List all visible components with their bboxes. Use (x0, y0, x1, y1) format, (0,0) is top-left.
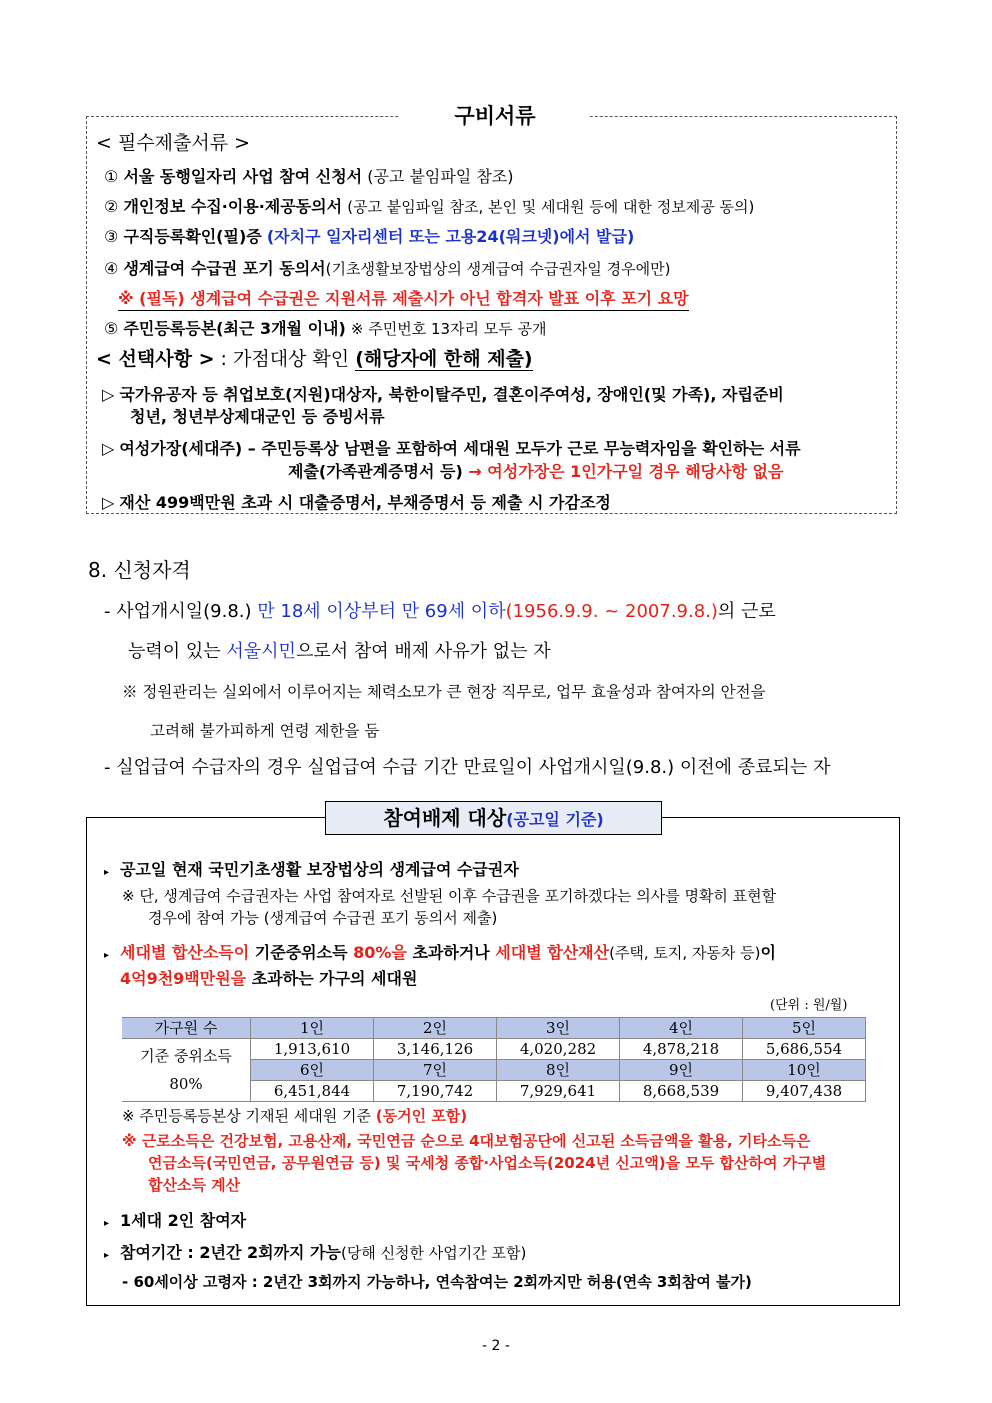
table-row: 6,451,844 7,190,742 7,929,641 8,668,539 9,407,438 (122, 1081, 866, 1102)
income-note: ※ 근로소득은 건강보험, 고용산재, 국민연금 순으로 4대보험공단에 신고된 소득금액을 활용, 기타소득은 (122, 1132, 811, 1150)
triangle-icon: ▷ (102, 439, 115, 458)
optional-head: < 선택사항 > : 가점대상 확인 (해당자에 한해 제출) (96, 348, 533, 370)
household-note: ※ 주민등록등본상 기재된 세대원 기준 (동거인 포함) (122, 1107, 468, 1125)
income-note-cont-1: 연금소득(국민연금, 공무원연금 등) 및 국세청 종합·사업소득(2024년 신고액)을 모두 합산하여 가구별 (148, 1154, 827, 1172)
doc-item-2: ② 개인정보 수집·이용·제공동의서 (공고 붙임파일 참조, 본인 및 세대원 등에 대한 정보제공 동의) (104, 197, 755, 216)
page-number: - 2 - (482, 1338, 510, 1354)
exclusion-title: 참여배제 대상(공고일 기준) (325, 801, 662, 835)
exclusion-item-2: ▸ 세대별 합산소득이 기준중위소득 80%을 초과하거나 세대별 합산재산(주택, 토지, 자동차 등)이 (104, 942, 776, 967)
exclusion-item-1: ▸ 공고일 현재 국민기초생활 보장법상의 생계급여 수급권자 (104, 859, 519, 884)
exclusion-item-1-note-cont: 경우에 참여 가능 (생계급여 수급권 포기 동의서 제출) (148, 909, 498, 927)
table-row: 기준 중위소득 80% 1,913,610 3,146,126 4,020,282 4,878,218 5,686,554 (122, 1039, 866, 1060)
doc-item-3: ③ 구직등록확인(필)증 (자치구 일자리센터 또는 고용24(워크넷)에서 발급) (104, 227, 635, 246)
eligibility-line-3: - 실업급여 수급자의 경우 실업급여 수급 기간 만료일이 사업개시일(9.8.) 이전에 종료되는 자 (104, 757, 831, 778)
required-head: < 필수제출서류 > (96, 132, 251, 154)
table-row: 6인 7인 8인 9인 10인 (122, 1060, 866, 1081)
optional-item-2: ▷ 여성가장(세대주) – 주민등록상 남편을 포함하여 세대원 모두가 근로 무능력자임을 확인하는 서류 (102, 439, 801, 458)
triangle-icon: ▷ (102, 385, 115, 404)
optional-item-1: ▷ 국가유공자 등 취업보호(지원)대상자, 북한이탈주민, 결혼이주여성, 장애인(및 가족), 자립준비 (102, 385, 784, 404)
age-limit-note-cont: 고려해 불가피하게 연령 제한을 둠 (150, 722, 380, 740)
median-income-table (122, 1017, 866, 1102)
arrow-bullet-icon: ▸ (104, 1250, 110, 1261)
doc-item-1: ① 서울 동행일자리 사업 참여 신청서 (공고 붙임파일 참조) (104, 167, 514, 186)
waiver-warning: ※ (필독) 생계급여 수급권은 지원서류 제출시가 아닌 합격자 발표 이후 포기 요망 (118, 288, 689, 311)
optional-item-3: ▷ 재산 499백만원 초과 시 대출증명서, 부채증명서 등 제출 시 가감조정 (102, 493, 611, 512)
arrow-bullet-icon: ▸ (104, 867, 110, 878)
unit-label: (단위 : 원/월) (770, 998, 848, 1013)
eligibility-line-1: - 사업개시일(9.8.) 만 18세 이상부터 만 69세 이하(1956.9.9. ~ 2007.9.8.)의 근로 (104, 601, 776, 622)
optional-item-1-cont: 청년, 청년부상제대군인 등 증빙서류 (130, 407, 385, 426)
section-8-heading: 8. 신청자격 (88, 558, 191, 582)
doc-item-5: ⑤ 주민등록등본(최근 3개월 이내) ※ 주민번호 13자리 모두 공개 (104, 319, 547, 338)
arrow-bullet-icon: ▸ (104, 950, 110, 961)
exclusion-item-4: ▸ 참여기간 : 2년간 2회까지 가능(당해 신청한 사업기간 포함) (104, 1242, 526, 1267)
triangle-icon: ▷ (102, 493, 115, 512)
eligibility-line-2: 능력이 있는 서울시민으로서 참여 배제 사유가 없는 자 (128, 641, 551, 662)
doc-item-4: ④ 생계급여 수급권 포기 동의서(기초생활보장법상의 생계급여 수급권자일 경우에만) (104, 259, 671, 278)
table-row: 가구원 수 1인 2인 3인 4인 5인 (122, 1018, 866, 1039)
optional-item-2-cont: 제출(가족관계증명서 등) → 여성가장은 1인가구일 경우 해당사항 없음 (288, 462, 784, 481)
exclusion-item-3: ▸ 1세대 2인 참여자 (104, 1210, 246, 1235)
arrow-bullet-icon: ▸ (104, 1218, 110, 1229)
exclusion-item-4-sub: - 60세이상 고령자 : 2년간 3회까지 가능하나, 연속참여는 2회까지만 허용(연속 3회참여 불가) (122, 1273, 752, 1291)
median-income-label: 기준 중위소득 80% (122, 1039, 251, 1102)
required-documents-title: 구비서류 (400, 100, 590, 132)
exclusion-item-1-note: ※ 단, 생계급여 수급권자는 사업 참여자로 선발된 이후 수급권을 포기하겠다는 의사를 명확히 표현할 (122, 887, 777, 905)
age-limit-note: ※ 정원관리는 실외에서 이루어지는 체력소모가 큰 현장 직무로, 업무 효율성과 참여자의 안전을 (122, 683, 766, 701)
household-size-header: 가구원 수 (122, 1018, 251, 1039)
income-note-cont-2: 합산소득 계산 (148, 1176, 241, 1194)
exclusion-item-2-cont: 4억9천9백만원을 초과하는 가구의 세대원 (120, 969, 418, 988)
